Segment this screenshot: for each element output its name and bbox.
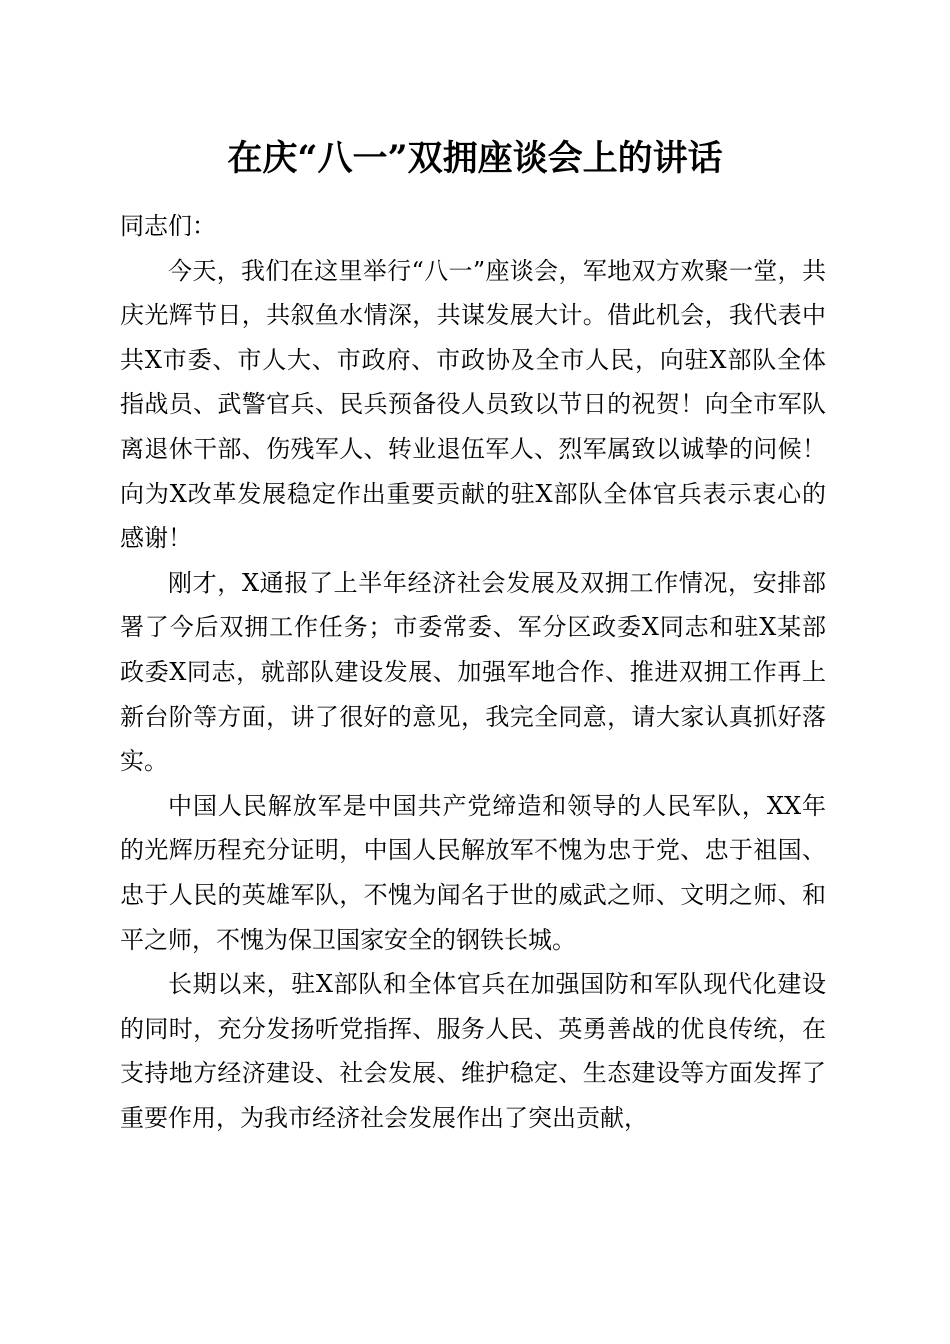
paragraph-4: 长期以来，驻X部队和全体官兵在加强国防和军队现代化建设的同时，充分发扬听党指挥、服务人民、英勇善战的优良传统，在支持地方经济建设、社会发展、维护稳定、生态建设等方面发挥了重要作用，为我市经济社会发展作出了突出贡献， (120, 970, 826, 1132)
paragraph-1: 今天，我们在这里举行“八一”座谈会，军地双方欢聚一堂，共庆光辉节日，共叙鱼水情深，共谋发展大计。借此机会，我代表中共X市委、市人大、市政府、市政协及全市人民，向驻X部队全体指战员、武警官兵、民兵预备役人员致以节日的祝贺！向全市军队离退休干部、伤残军人、转业退伍军人、烈军属致以诚挚的问候！向为X改革发展稳定作出重要贡献的驻X部队全体官兵表示衷心的感谢！ (120, 256, 826, 553)
page-title: 在庆“八一”双拥座谈会上的讲话 (227, 138, 723, 179)
document-body (120, 204, 826, 1140)
paragraph-2: 刚才，X通报了上半年经济社会发展及双拥工作情况，安排部署了今后双拥工作任务；市委常委、军分区政委X同志和驻X某部政委X同志，就部队建设发展、加强军地合作、推进双拥工作再上新台阶等方面，讲了很好的意见，我完全同意，请大家认真抓好落实。 (120, 568, 826, 776)
paragraph-3: 中国人民解放军是中国共产党缔造和领导的人民军队，XX年的光辉历程充分证明，中国人民解放军不愧为忠于党、忠于祖国、忠于人民的英雄军队，不愧为闻名于世的威武之师、文明之师、和平之师，不愧为保卫国家安全的钢铁长城。 (120, 791, 826, 954)
salutation: 同志们： (120, 212, 216, 240)
